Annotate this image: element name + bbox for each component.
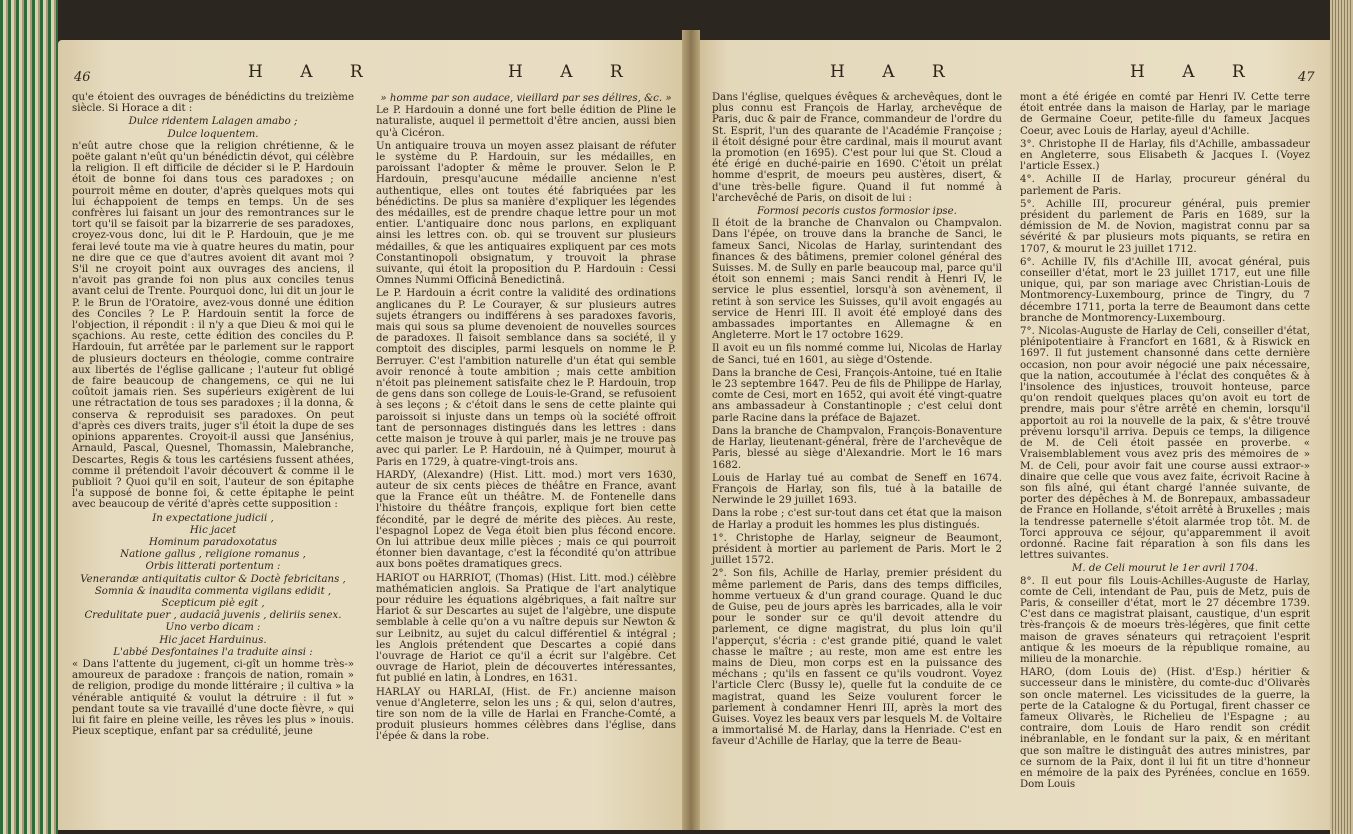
- right-page-column-1: [712, 92, 1002, 750]
- running-head-right-col2: H A R: [1130, 62, 1261, 82]
- paragraph: Orbis litterati portentum :: [145, 561, 281, 573]
- paragraph: Credulitate puer , audaciâ juvenis , deliriis senex.: [84, 610, 342, 622]
- paragraph: L'abbé Desfontaines l'a traduite ainsi :: [113, 646, 313, 658]
- paragraph: Hominum paradoxotatus: [148, 536, 278, 548]
- paragraph: HARLAY ou HARLAI, (Hist. de Fr.) ancienne maison venue d'Angleterre, selon les uns ; & qui, selon d'autres, tire son nom de la ville de Harlai en Franche-Comté, a produit plusieurs hommes célèbres dans l'église, dans l'épée & dans la robe.: [376, 686, 676, 743]
- paragraph: Somnia & inaudita commenta vigilans edidit ,: [94, 585, 332, 597]
- paragraph: Dulce loquentem.: [167, 128, 259, 140]
- paragraph: 6°. Achille IV, fils d'Achille III, avocat général, puis conseiller d'état, mort le 23 juillet 1717, eut une fille unique, qui, par son mariage avec Christian-Louis de Montmorency-Luxembourg, prince de Tingry, du 7 décembre 1711, porta la terre de Beaumont dans cette branche de Montmorency-Luxembourg.: [1020, 256, 1310, 324]
- page-number-left: 46: [74, 70, 91, 85]
- paragraph: Un antiquaire trouva un moyen assez plaisant de réfuter le système du P. Hardouin, sur les médailles, en paroissant l'adopter & même le prouver. Selon le P. Hardouin, presqu'aucune médaille ancienne n'est authentique, elles ont toutes été fabriquées par les bénédictins. De plus sa manière d'expliquer les légendes des médailles, est de prendre chaque lettre pour un mot entier. L'antiquaire donc nous parlons, en expliquant ainsi les lettres con. ob. qui se trouvent sur plusieurs médailles, & que les antiquaires expliquent par ces mots Constantinopoli obsignatum, y trouvoit la phrase suivante, qui étoit la proposition du P. Hardouin : Cessi Omnes Nummi Officinâ Benedictinâ.: [376, 140, 676, 287]
- right-page: [690, 40, 1330, 830]
- paragraph: 7°. Nicolas-Auguste de Harlay de Celi, conseiller d'état, plénipotentiaire à Francfort en 1681, & à Riswick en 1697. Il fut justement chansonné dans cette dernière occasion, non pour avoir négocié une paix nécessaire, que la nation, accoutumée à l'éclat des conquêtes & à l'insolence des injustices, trouvoit honteuse, parce qu'on rendoit quelques places qu'on avoit eu tort de prendre, mais pour s'être arrêté en chemin, lorsqu'il apportoit au roi la nouvelle de la paix, & s'être trouvé prévenu lorsqu'il arriva. Depuis ce temps, la diligence de M. de Celi étoit passée en proverbe. « Vraisemblablement vous avez pris des mémoires de » M. de Celi, pour avoir fait une course aussi extraor-» dinaire que celle que vous avez faite, écrivoit Racine à son fils aîné, qui étant chargé l'année suivante, de porter des dépêches à M. de Bonrepaux, ambassadeur de France en Hollande, s'étoit arrêté à Bruxelles ; mais la tendresse paternelle s'étoit alarmée trop tôt. M. de Torci approuva ce séjour, qu'apparemment il avoit ordonné. Racine fait réparation à son fils dans les lettres suivantes.: [1020, 326, 1310, 562]
- book-gutter: [682, 30, 700, 830]
- paragraph: 1°. Christophe de Harlay, seigneur de Beaumont, président à mortier au parlement de Paris. Mort le 2 juillet 1572.: [712, 532, 1002, 567]
- paragraph: mont a été érigée en comté par Henri IV. Cette terre étoit entrée dans la maison de Harlay, par le mariage de Germaine Coeur, petite-fille du fameux Jacques Coeur, avec Louis de Harlay, ayeul d'Achille.: [1020, 92, 1310, 137]
- running-head-left-col1: H A R: [248, 62, 379, 82]
- book-edge-right: [1330, 0, 1353, 834]
- left-page: [58, 40, 690, 830]
- running-head-right-col1: H A R: [830, 62, 961, 82]
- paragraph: Hic jacet Harduinus.: [159, 634, 267, 646]
- paragraph: Louis de Harlay tué au combat de Seneff en 1674. François de Harlay, son fils, tué à la bataille de Nerwinde le 29 juillet 1693.: [712, 472, 1002, 507]
- paragraph: Dulce ridentem Lalagen amabo ;: [128, 116, 298, 128]
- left-page-column-2: [376, 92, 676, 745]
- paragraph: Dans la branche de Champvalon, François-Bonaventure de Harlay, lieutenant-général, frère de l'archevêque de Paris, blessé au siège d'Alexandrie. Mort le 16 mars 1682.: [712, 425, 1002, 471]
- paragraph: « Dans l'attente du jugement, ci-gît un homme très-» amoureux de paradoxe : françois de nation, romain » de religion, prodige du monde littéraire ; il cultiva » la vénérable antiquité & voulut la détruire : il fut » pendant toute sa vie travaillé d'une docte fièvre, » qui lui fit faire en pleine veille, les rêves les plus » inouis. Pieux sceptique, enfant par sa crédulité, jeune: [72, 658, 354, 738]
- paragraph: Dans la robe ; c'est sur-tout dans cet état que la maison de Harlay a produit les hommes les plus distingués.: [712, 508, 1002, 531]
- paragraph: Le P. Hardouin a écrit contre la validité des ordinations anglicanes du P. Le Courayer, & sur plusieurs autres sujets étrangers ou indifférens à ses paradoxes favoris, mais qui sous sa plume devenoient de nouvelles sources de paradoxes. Il faisoit semblance dans sa société, il y comptoit des disciples, parmi lesquels on nomme le P. Berruyer. C'est l'ambition naturelle d'un état qui semble avoir renoncé à toute ambition ; mais cette ambition n'étoit pas pleinement satisfaite chez le P. Hardouin, trop de gens dans son college de Louis-le-Grand, se refusoient à ses leçons ; & c'étoit dans le sens de cette plainte qui paroissoit si injuste dans un temps où la société offroit tant de personnages distingués dans les lettres : dans cette maison je trouve à qui parler, mais je ne trouve pas avec qui parler. Le P. Hardouin, né à Quimper, mourut à Paris en 1729, à quatre-vingt-trois ans.: [376, 288, 676, 468]
- running-head-left-col2: H A R: [508, 62, 639, 82]
- book-edge-left: [0, 0, 58, 834]
- paragraph: In expectatione judicii ,: [152, 512, 274, 524]
- paragraph: Dans l'église, quelques évêques & archevêques, dont le plus connu est François de Harlay, archevêque de Paris, duc & pair de France, commandeur de l'ordre du St. Esprit, l'un des quarante de l'Académie Françoise ; il étoit désigné pour être cardinal, mais il mourut avant la promotion (en 1695). C'est pour lui que St. Cloud a été érigé en duché-pairie en 1690. C'étoit un prélat homme d'esprit, de moeurs peu austères, disert, & d'une très-belle figure. Quand il fut nommé à l'archevêché de Paris, on disoit de lui :: [712, 92, 1002, 204]
- paragraph: 3°. Christophe II de Harlay, fils d'Achille, ambassadeur en Angleterre, sous Elisabeth & Jacques I. (Voyez l'article Essex.): [1020, 138, 1310, 173]
- paragraph: Le P. Hardouin a donné une fort belle édition de Pline le naturaliste, auquel il permettoit d'être ancien, aussi bien qu'à Cicéron.: [376, 105, 676, 139]
- paragraph: Scepticum piè egit ,: [161, 597, 265, 609]
- paragraph: 4°. Achille II de Harlay, procureur général du parlement de Paris.: [1020, 174, 1310, 197]
- paragraph: Formosi pecoris custos formosior ipse.: [757, 206, 957, 218]
- paragraph: Il étoit de la branche de Chanvalon ou Champvalon. Dans l'épée, on trouve dans la branche de Sanci, le fameux Sanci, Nicolas de Harlay, surintendant des finances & des bâtimens, premier colonel général des Suisses. M. de Sully en parle beaucoup mal, parce qu'il étoit son ennemi ; mais Sanci rendit à Henri IV, le service le plus essentiel, lorsqu'à son avènement, il retint à son service les Suisses, qu'il avoit engagés au service de Henri III. Il avoit été employé dans des ambassades importantes en Allemagne & en Angleterre. Mort le 17 octobre 1629.: [712, 218, 1002, 342]
- paragraph: Il avoit eu un fils nommé comme lui, Nicolas de Harlay de Sanci, tué en 1601, au siège d'Ostende.: [712, 343, 1002, 366]
- paragraph: Dans la branche de Cesi, François-Antoine, tué en Italie le 23 septembre 1647. Peu de fils de Philippe de Harlay, comte de Cesi, mort en 1652, qui avoit été vingt-quatre ans ambassadeur à Constantinople ; c'est celui dont parle Racine dans la préface de Bajazet.: [712, 367, 1002, 424]
- paragraph: Uno verbo dicam :: [165, 622, 261, 634]
- paragraph: Hic jacet: [189, 524, 237, 536]
- paragraph: HARDY, (Alexandre) (Hist. Litt. mod.) mort vers 1630, auteur de six cents pièces de théâtre en France, avant que la France eût un théâtre. M. de Fontenelle dans l'histoire du théâtre françois, explique fort bien cette fécondité, par le degré de mérite des pièces. Au reste, l'espagnol Lopez de Vega étoit bien plus fécond encore. On lui attribue deux mille pièces ; mais ce qui pourroit étonner bien davantage, c'est la fécondité qu'on attribue aux bons poëtes dramatiques grecs.: [376, 469, 676, 571]
- paragraph: 5°. Achille III, procureur général, puis premier président du parlement de Paris en 1689, sur la démission de M. de Novion, magistrat connu par sa sévérité & par plusieurs mots piquants, se retira en 1707, & mourut le 23 juillet 1712.: [1020, 198, 1310, 255]
- paragraph: M. de Celi mourut le 1er avril 1704.: [1071, 563, 1259, 575]
- right-page-column-2: [1020, 92, 1310, 792]
- paragraph: qu'e étoient des ouvrages de bénédictins du treizième siècle. Si Horace a dit :: [72, 92, 354, 115]
- left-page-column-1: [72, 92, 354, 739]
- paragraph: 2°. Son fils, Achille de Harlay, premier président du même parlement de Paris, dans des temps difficiles, homme vertueux & d'un grand courage. Quand le duc de Guise, peu de jours après les barricades, alla le voir pour le sonder sur ce qu'il devoit attendre du parlement, ce digne magistrat, du plus loin qu'il l'apperçut, s'écria : c'est grande pitié, quand le valet chasse le maître ; au reste, mon ame est entre les mains de Dieu, mon corps est en la puissance des méchans ; qu'ils en fassent ce qu'ils voudront. Voyez l'article Clerc (Bussy le), quelle fut la conduite de ce magistrat, quand les Seize voulurent forcer le parlement à condamner Henri III, après la mort des Guises. Voyez les beaux vers par lesquels M. de Voltaire a immortalisé M. de Harlay, dans la Henriade. C'est en faveur d'Achille de Harlay, que la terre de Beau-: [712, 568, 1002, 748]
- paragraph: HARO, (dom Louis de) (Hist. d'Esp.) héritier & successeur dans le ministère, du comte-duc d'Olivarès son oncle maternel. Les vicissitudes de la guerre, la perte de la Catalogne & du Portugal, firent chasser ce fameux Olivarès, le Richelieu de l'Espagne ; au contraire, dom Louis de Haro rendit son crédit inébranlable, en le fondant sur la paix, & en méritant que son maître le distinguât des autres ministres, par ce surnom de la Paix, dont il lui fit un titre d'honneur en mémoire de la paix des Pyrénées, conclue en 1659. Dom Louis: [1020, 667, 1310, 791]
- paragraph: Natione gallus , religione romanus ,: [120, 549, 306, 561]
- page-number-right: 47: [1298, 70, 1315, 85]
- paragraph: n'eût autre chose que la religion chrétienne, & le poëte galant n'eût qu'un bénédictin dévot, qui célèbre la religion. Il eft difficile de décider si le P. Hardouin étoit de bonne foi dans tous ces paradoxes ; on pourroit même en douter, d'après quelques mots qui lui échappoient de temps en temps. Un de ses confrères lui faisant un jour des remontrances sur le tort qu'il se faisoit par la bizarrerie de ses paradoxes, croyez-vous donc, lui dit le P. Hardouin, que je me ferai levé toute ma vie à quatre heures du matin, pour ne dire que ce que d'autres avoient dit avant moi ? S'il ne croyoit point aux ouvrages des anciens, il n'avoit pas grande foi non plus aux conciles tenus avant celui de Trente. Pourquoi donc, lui dit un jour le P. le Brun de l'Oratoire, avez-vous donné une édition des Conciles ? Le P. Hardouin sentit la force de l'objection, il répondit : il n'y a que Dieu & moi qui le sçachions. Au reste, cette édition des conciles du P. Hardouin, fut arrêtée par le parlement sur le rapport de plusieurs docteurs en théologie, comme contraire aux libertés de l'église gallicane ; l'auteur fut obligé de faire beaucoup de changemens, ce qui ne lui coûtoit jamais rien. Ses supérieurs exigèrent de lui une rétractation de tous ses paradoxes ; il la donna, & conserva & reproduisit ses paradoxes. On peut d'après ces divers traits, juger s'il étoit la dupe de ses opinions apparentes. Croyoit-il aussi que Jansénius, Arnauld, Pascal, Quesnel, Thomassin, Malebranche, Descartes, Regis & tous les cartésiens fussent athées, comme il prétendoit l'avoir découvert & comme il le publioit ? Quoi qu'il en soit, l'auteur de son épitaphe l'a supposé de bonne foi, & cette épitaphe le peint avec beaucoup de vérité d'après cette supposition :: [72, 140, 354, 511]
- paragraph: » homme par son audace, vieillard par ses délires, &c. »: [380, 93, 672, 104]
- paragraph: HARIOT ou HARRIOT, (Thomas) (Hist. Litt. mod.) célèbre mathématicien anglois. Sa Pratique de l'art analytique pour réduire les équations algébriques, a fait naître sur Hariot & sur Descartes au sujet de l'algèbre, une dispute semblable à celle qu'on a vu naître depuis sur Newton & sur Leibnitz, au sujet du calcul différentiel & intégral ; les Anglois prétendent que Descartes a copié dans l'ouvrage de Hariot ce qu'il a écrit sur l'algèbre. Cet ouvrage de Hariot, plein de découvertes intéressantes, fut publié en latin, à Londres, en 1631.: [376, 572, 676, 685]
- paragraph: Venerandæ antiquitatis cultor & Doctè febricitans ,: [80, 573, 346, 585]
- paragraph: 8°. Il eut pour fils Louis-Achilles-Auguste de Harlay, comte de Celi, intendant de Pau, puis de Metz, puis de Paris, & conseiller d'état, mort le 27 décembre 1739. C'est dans ce magistrat plaisant, caustique, d'un esprit très-françois & de moeurs très-légères, que finit cette maison de graves sénateurs qui retraçoient l'esprit antique & les moeurs de la république romaine, au milieu de la monarchie.: [1020, 575, 1310, 665]
